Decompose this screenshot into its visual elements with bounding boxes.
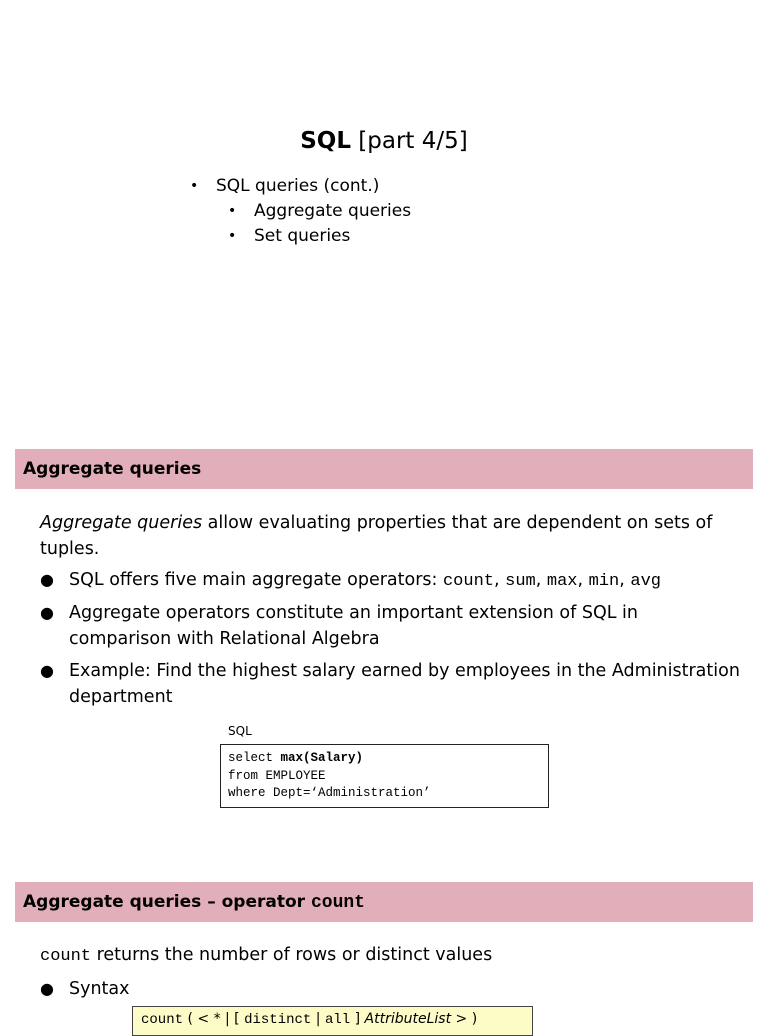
section-heading-count: [15, 882, 753, 922]
section-heading-label: Aggregate queries: [23, 459, 202, 479]
bullet-text: Example: Find the highest salary earned by employees in the Administration department: [69, 661, 740, 707]
intro-rest: allow evaluating properties that are dependent on sets of tuples.: [40, 513, 713, 559]
section-heading-aggregate: [15, 449, 753, 489]
outline-item-label: Set queries: [254, 226, 351, 246]
operator-max: max: [546, 572, 578, 591]
bullet-text: Syntax: [69, 979, 130, 999]
sql-keyword: select: [228, 751, 281, 765]
syntax-part: *: [213, 1011, 221, 1027]
syntax-part: > ): [451, 1011, 478, 1027]
syntax-attr: AttributeList: [364, 1011, 452, 1027]
bullet-dot-icon: ●: [40, 661, 54, 680]
syntax-part: ]: [350, 1011, 365, 1027]
section-heading-code: count: [310, 893, 365, 913]
syntax-part: ( <: [183, 1011, 214, 1027]
bullet-dot-icon: ●: [40, 570, 54, 589]
syntax-fn: count: [141, 1012, 184, 1028]
intro-italic: Aggregate queries: [40, 513, 203, 533]
sql-caption: SQL: [228, 724, 252, 738]
operator-min: min: [588, 572, 620, 591]
bullet-dot-icon: ●: [40, 979, 54, 998]
outline-item-label: Aggregate queries: [254, 201, 412, 221]
bullet-dot-icon: •: [190, 178, 199, 194]
syntax-all: all: [324, 1012, 351, 1028]
operator-sum: sum: [505, 572, 536, 591]
syntax-part: |: [311, 1011, 325, 1027]
bullet-operators: ● SQL offers five main aggregate operators: count, sum, max, min, avg: [40, 567, 740, 595]
count-intro: [40, 942, 740, 970]
slide-title: [0, 128, 768, 154]
sql-line: [228, 750, 541, 768]
bullet-dot-icon: •: [228, 228, 237, 244]
sql-bold: max(Salary): [280, 751, 364, 765]
sql-line: where Dept=‘Administration’: [228, 786, 431, 800]
bullet-text: Aggregate operators constitute an important extension of SQL in comparison with Relational Algebra: [69, 603, 638, 649]
bullet-dot-icon: •: [228, 203, 237, 219]
sql-code-box: [220, 744, 549, 808]
outline-list: [190, 174, 411, 249]
intro-rest: returns the number of rows or distinct values: [91, 945, 493, 965]
outline-item: [190, 199, 411, 224]
outline-item-label: SQL queries (cont.): [216, 176, 380, 196]
outline-item: [190, 174, 411, 199]
syntax-distinct: distinct: [244, 1012, 312, 1028]
operator-count: count: [442, 572, 494, 591]
aggregate-intro: [40, 510, 740, 562]
sql-line: from EMPLOYEE: [228, 768, 326, 783]
syntax-box: [132, 1006, 533, 1036]
bullet-dot-icon: ●: [40, 603, 54, 622]
bullet-text: SQL offers five main aggregate operators:: [69, 570, 443, 590]
slide-title-bold: SQL: [300, 128, 351, 154]
operator-avg: avg: [630, 572, 661, 591]
bullet-syntax: [40, 976, 740, 1002]
syntax-part: | [: [220, 1011, 245, 1027]
bullet-extension: [40, 600, 740, 652]
slide-title-rest: [part 4/5]: [351, 128, 468, 154]
intro-code: count: [40, 947, 92, 966]
bullet-example: [40, 658, 740, 710]
section-heading-label: Aggregate queries – operator: [23, 892, 311, 912]
outline-item: [190, 224, 411, 249]
